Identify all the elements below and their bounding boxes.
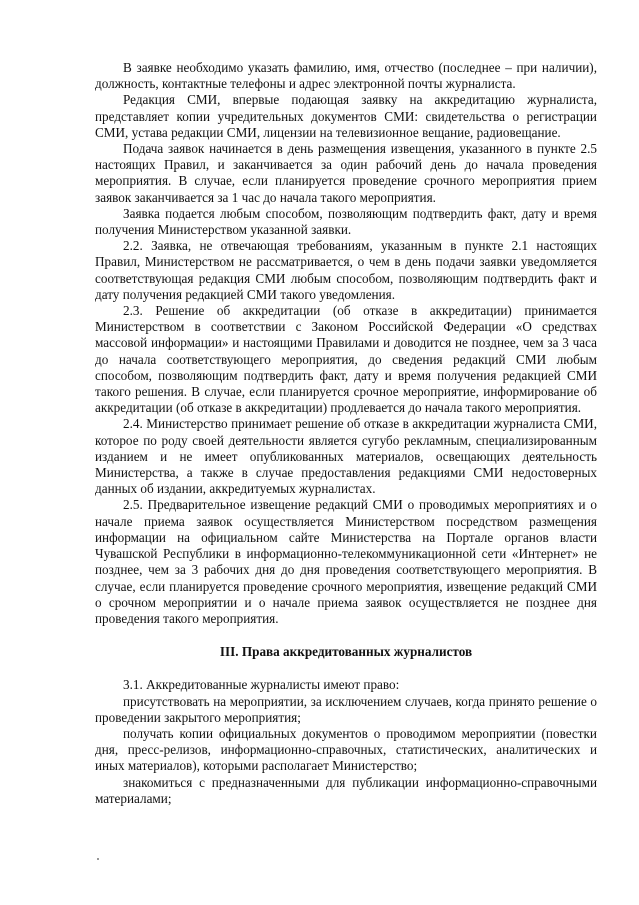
paragraph-right-documents: получать копии официальных документов о проводимом мероприятии (повестки дня, пресс-релизов, информационно-справочных, статистических, аналитических и иных материалов), которыми располагает Министерство; [95,725,597,774]
paragraph-right-materials: знакомиться с предназначенными для публикации информационно-справочными материалами; [95,774,597,806]
paragraph-name-requirements: В заявке необходимо указать фамилию, имя, отчество (последнее – при наличии), должность, контактные телефоны и адрес электронной почты журналиста. [95,60,597,92]
document-page [95,60,597,807]
paragraph-application-method: Заявка подается любым способом, позволяющим подтвердить факт, дату и время получения Министерством указанной заявки. [95,205,597,238]
paragraph-first-application: Редакция СМИ, впервые подающая заявку на аккредитацию журналиста, представляет копии учредительных документов СМИ: свидетельства о регистрации СМИ, устава редакции СМИ, лицензии на телевизионное вещание, радиовещание. [95,92,597,140]
paragraph-clause-2-5: 2.5. Предварительное извещение редакций СМИ о проводимых мероприятиях и о начале приема заявок осуществляется Министерством посредством размещения информации на официальном сайте Министерства на Портале органов власти Чувашской Республики в информационно-телекоммуникационной сети «Интернет» не позднее, чем за 3 рабочих дня до дня проведения соответствующего мероприятия. В случае, если планируется проведение срочного мероприятия, извещение редакций СМИ о срочном мероприятии и о начале приема заявок осуществляется не позднее дня проведения такого мероприятия. [95,497,597,626]
scan-speck [97,858,99,860]
paragraph-right-attend: присутствовать на мероприятии, за исключением случаев, когда принято решение о проведении закрытого мероприятия; [95,693,597,725]
paragraph-clause-2-4: 2.4. Министерство принимает решение об отказе в аккредитации журналиста СМИ, которое по роду своей деятельности является сугубо рекламным, специализированным изданием и не имеет опубликованных материалов, освещающих деятельность Министерства, а также в случае предоставления редакциями СМИ недостоверных данных об издании, аккредитуемых журналистах. [95,416,597,497]
section-heading: III. Права аккредитованных журналистов [219,644,473,660]
paragraph-clause-3-1: 3.1. Аккредитованные журналисты имеют право: [123,677,400,693]
paragraph-clause-2-3: 2.3. Решение об аккредитации (об отказе в аккредитации) принимается Министерством в соответствии с Законом Российской Федерации «О средствах массовой информации» и настоящими Правилами и доводится не позднее, чем за 3 часа до начала соответствующего мероприятия, до сведения редакций СМИ любым способом, позволяющим подтвердить факт, дату и время получения редакцией СМИ такого решения. В случае, если планируется срочное мероприятие, информирование об аккредитации (об отказе в аккредитации) продлевается до начала такого мероприятия. [95,303,597,416]
paragraph-application-period: Подача заявок начинается в день размещения извещения, указанного в пункте 2.5 настоящих Правил, и заканчивается за один рабочий день до начала проведения мероприятия. В случае, если планируется проведение срочного мероприятия прием заявок заканчивается за 1 час до начала такого мероприятия. [95,141,597,205]
paragraph-clause-2-2: 2.2. Заявка, не отвечающая требованиям, указанным в пункте 2.1 настоящих Правил, Министерством не рассматривается, о чем в день подачи заявки уведомляется соответствующая редакция СМИ любым способом, позволяющим подтвердить факт и дату получения редакцией СМИ такого уведомления. [95,238,597,302]
